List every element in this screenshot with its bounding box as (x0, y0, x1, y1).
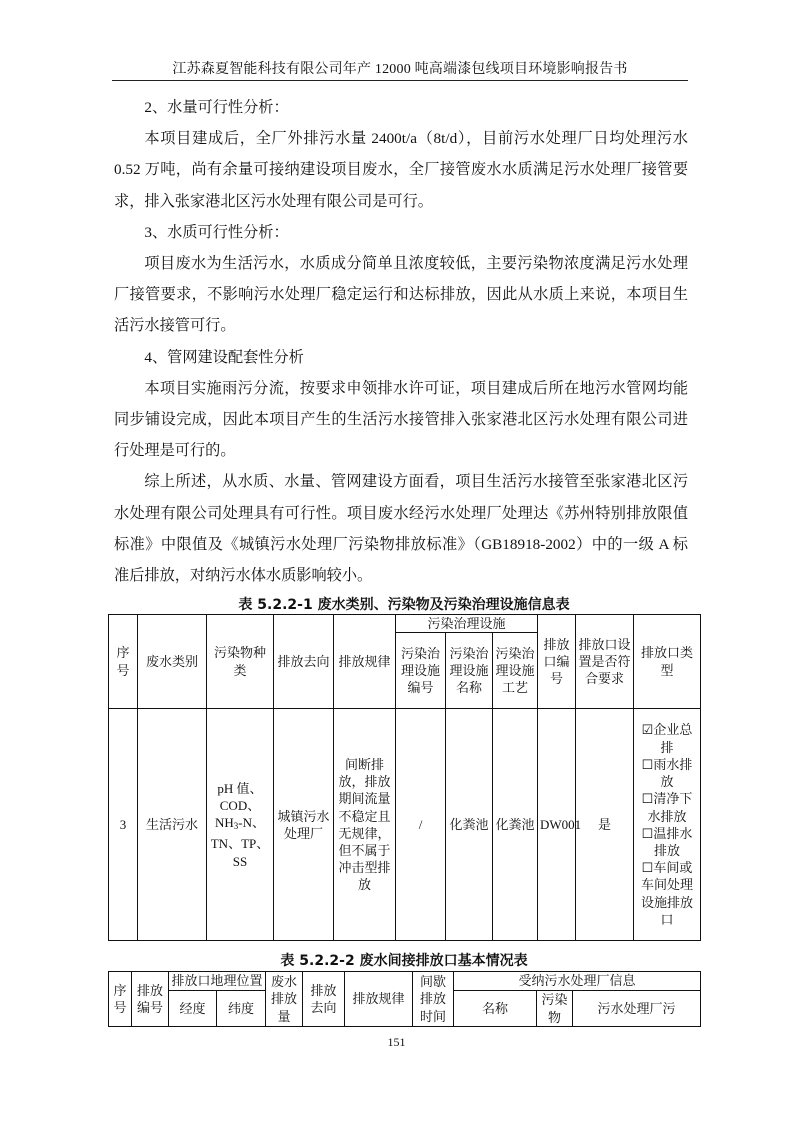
checkbox-unchecked-icon: ☐ (641, 825, 654, 841)
body-text (114, 92, 688, 591)
cell-seq: 3 (109, 709, 138, 941)
cell-facility-process: 化粪池 (493, 709, 538, 941)
cell-pollutants: pH 值、COD、$NH_3-N$、TN、TP、SS (207, 709, 274, 941)
header-pattern: 排放规律 (334, 615, 396, 709)
outlet-type-option[interactable]: ☐车间或车间处理设施排放口 (640, 860, 693, 927)
cell-facility-name: 化粪池 (446, 709, 493, 941)
cell-facility-id: / (396, 709, 446, 941)
outlet-type-option[interactable]: ☐温排水排放 (641, 825, 693, 858)
t2-header-intermittent-time: 间歇排放时间 (413, 972, 454, 1027)
outlet-type-option[interactable]: ☐清净下水排放 (641, 791, 693, 824)
table2-caption: 表 5.2.2-2 废水间接排放口基本情况表 (280, 953, 528, 969)
header-pollutants: 污染物种类 (207, 615, 274, 709)
header-facility-name: 污染治理设施名称 (446, 633, 493, 709)
header-outlet-type: 排放口类型 (634, 615, 701, 709)
t2-header-plant-pollutant: 污染物 (537, 991, 573, 1027)
heading-water-quantity: 2、水量可行性分析： (144, 99, 289, 116)
cell-outlet-id: DW001 (538, 709, 576, 941)
header-destination: 排放去向 (274, 615, 334, 709)
t2-header-longitude: 经度 (169, 991, 217, 1027)
t2-header-pattern: 排放规律 (345, 972, 413, 1027)
wastewater-info-table (108, 614, 701, 941)
paragraph-pipe-network: 本项目实施雨污分流，按要求申领排水许可证，项目建成后所在地污水管网均能同步铺设完成，因此本项目产生的生活污水接管排入张家港北区污水处理有限公司进行处理是可行的。 (114, 379, 688, 460)
paragraph-summary: 综上所述，从水质、水量、管网建设方面看，项目生活污水接管至张家港北区污水处理有限公司处理具有可行性。项目废水经污水处理厂处理达《苏州特别排放限值标准》中限值及《城镇污水处理厂污染物排放标准》（GB18918-2002）中的一级 A 标准后排放，对纳污水体水质影响较小。 (114, 473, 688, 585)
t2-header-latitude: 纬度 (217, 991, 266, 1027)
header-facility-process: 污染治理设施工艺 (493, 633, 538, 709)
header-seq: 序号 (109, 615, 138, 709)
indirect-outlet-table (108, 971, 701, 1027)
outlet-type-option[interactable]: ☐雨水排放 (641, 756, 693, 790)
cell-destination: 城镇污水处理厂 (274, 709, 334, 941)
page-number: 151 (387, 1035, 406, 1049)
t2-header-destination: 排放去向 (303, 972, 345, 1027)
header-facility-group: 污染治理设施 (396, 615, 538, 633)
header-rule (112, 80, 688, 81)
checkbox-checked-icon: ☑ (641, 722, 654, 738)
paragraph-water-quantity: 本项目建成后，全厂外排污水量 2400t/a（8t/d），目前污水处理厂日均处理污水 0.52 万吨，尚有余量可接纳建设项目废水，全厂接管废水水质满足污水处理厂接管要求，排入张家港北区污水处理有限公司是可行。 (114, 130, 688, 210)
header-category: 废水类别 (138, 615, 207, 709)
t2-header-seq: 序号 (109, 972, 132, 1027)
document-header: 江苏森夏智能科技有限公司年产 12000 吨高端漆包线项目环境影响报告书 (172, 62, 628, 77)
t2-header-plant-group: 受纳污水处理厂信息 (454, 972, 701, 991)
cell-outlet-type (634, 709, 701, 941)
t2-header-volume: 废水排放量 (266, 972, 303, 1027)
table-row (109, 709, 701, 941)
header-outlet-compliant: 排放口设置是否符合要求 (576, 615, 634, 709)
header-outlet-id: 排放口编号 (538, 615, 576, 709)
checkbox-unchecked-icon: ☐ (641, 756, 654, 772)
table1-caption: 表 5.2.2-1 废水类别、污染物及污染治理设施信息表 (238, 597, 570, 613)
paragraph-water-quality: 项目废水为生活污水，水质成分简单且浓度较低，主要污染物浓度满足污水处理厂接管要求，不影响污水处理厂稳定运行和达标排放，因此从水质上来说，本项目生活污水接管可行。 (114, 255, 688, 335)
t2-header-plant-name: 名称 (454, 991, 537, 1027)
cell-pattern: 间断排放，排放期间流量不稳定且无规律，但不属于冲击型排放 (334, 709, 396, 941)
t2-header-location-group: 排放口地理位置 (169, 972, 266, 991)
checkbox-unchecked-icon: ☐ (641, 791, 654, 807)
cell-outlet-compliant: 是 (576, 709, 634, 941)
cell-category: 生活污水 (138, 709, 207, 941)
header-facility-id: 污染治理设施编号 (396, 633, 446, 709)
checkbox-unchecked-icon: ☐ (641, 860, 654, 876)
t2-header-outlet-id: 排放编号 (132, 972, 169, 1027)
heading-pipe-network: 4、管网建设配套性分析 (144, 348, 304, 366)
outlet-type-option[interactable]: ☑企业总排 (641, 722, 693, 755)
t2-header-plant-limit: 污水处理厂污 (573, 991, 701, 1027)
heading-water-quality: 3、水质可行性分析： (144, 223, 289, 241)
